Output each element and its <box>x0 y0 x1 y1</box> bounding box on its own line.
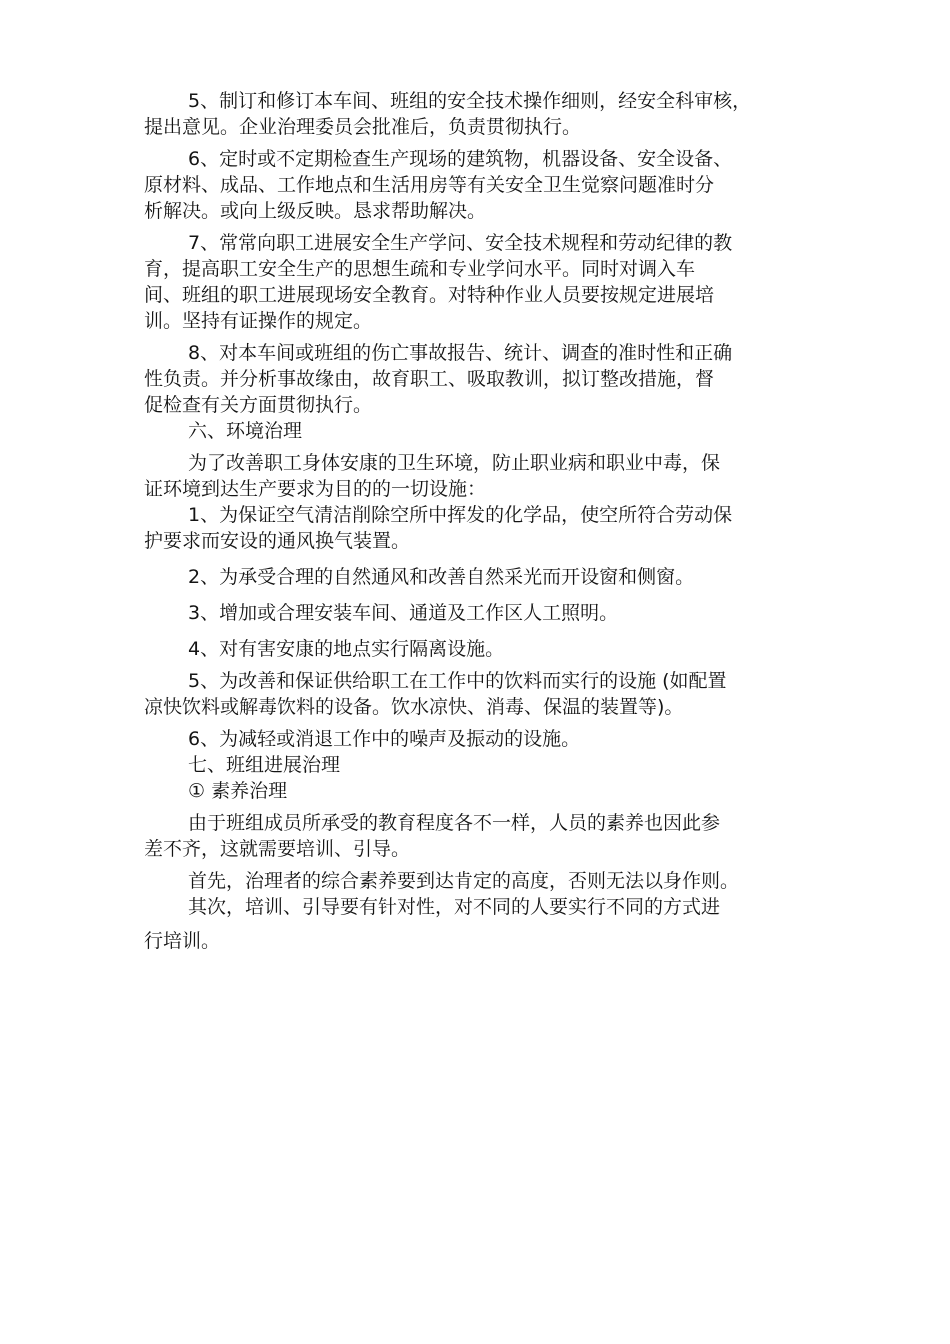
text-line: 1、为保证空气清洁削除空所中挥发的化学品，使空所符合劳动保 <box>188 504 733 526</box>
section-heading-environment: 六、环境治理 <box>188 420 303 442</box>
text-line: 3、增加或合理安装车间、通道及工作区人工照明。 <box>188 602 619 624</box>
text-line: 6、定时或不定期检查生产现场的建筑物，机器设备、安全设备、 <box>188 148 733 170</box>
text-line: 护要求而安设的通风换气装置。 <box>144 530 411 552</box>
text-line: 其次，培训、引导要有针对性，对不同的人要实行不同的方式进 <box>188 896 721 918</box>
text-line: 5、制订和修订本车间、班组的安全技术操作细则，经安全科审核， <box>188 90 752 112</box>
paragraph-env-item-3 <box>144 600 804 626</box>
text-line: 2、为承受合理的自然通风和改善自然采光而开设窗和侧窗。 <box>188 566 695 588</box>
text-line: 5、为改善和保证供给职工在工作中的饮料而实行的设施 (如配置 <box>188 670 727 692</box>
text-line: 凉快饮料或解毒饮料的设备。饮水凉快、消毒、保温的装置等)。 <box>144 696 684 718</box>
paragraph-env-item-2 <box>144 564 804 590</box>
paragraph-env-item-4 <box>144 636 804 662</box>
text-line: 6、为减轻或消退工作中的噪声及振动的设施。 <box>188 728 581 750</box>
text-line: 8、对本车间或班组的伤亡事故报告、统计、调查的准时性和正确 <box>188 342 733 364</box>
text-line: 育，提高职工安全生产的思想生疏和专业学问水平。同时对调入车 <box>144 258 696 280</box>
text-line: 训。坚持有证操作的规定。 <box>144 310 373 332</box>
text-line: 促检查有关方面贯彻执行。 <box>144 394 373 416</box>
text-line: 为了改善职工身体安康的卫生环境，防止职业病和职业中毒，保 <box>188 452 721 474</box>
text-line: 析解决。或向上级反映。恳求帮助解决。 <box>144 200 487 222</box>
section-heading-team-management: 七、班组进展治理 <box>188 754 341 776</box>
paragraph-quality-2 <box>144 868 804 894</box>
paragraph-item-6 <box>144 146 804 224</box>
paragraph-item-5 <box>144 88 804 140</box>
subsection-heading-quality: ① 素养治理 <box>188 780 288 802</box>
text-line: 由于班组成员所承受的教育程度各不一样，人员的素养也因此参 <box>188 812 721 834</box>
paragraph-item-7 <box>144 230 804 334</box>
paragraph-env-item-6 <box>144 726 804 752</box>
text-line: 原材料、成品、工作地点和生活用房等有关安全卫生觉察问题准时分 <box>144 174 715 196</box>
text-line: 行培训。 <box>144 930 221 952</box>
paragraph-env-item-5 <box>144 668 804 720</box>
text-line: 提出意见。企业治理委员会批准后，负责贯彻执行。 <box>144 116 582 138</box>
text-line: 4、对有害安康的地点实行隔离设施。 <box>188 638 505 660</box>
paragraph-quality-3 <box>144 894 804 954</box>
text-line: 性负责。并分析事故缘由，故育职工、吸取教训，拟订整改措施，督 <box>144 368 715 390</box>
paragraph-env-item-1 <box>144 502 804 554</box>
text-line: 7、常常向职工进展安全生产学问、安全技术规程和劳动纪律的教 <box>188 232 733 254</box>
paragraph-environment-intro <box>144 450 804 502</box>
paragraph-item-8 <box>144 340 804 418</box>
document-body <box>144 88 804 954</box>
text-line: 差不齐，这就需要培训、引导。 <box>144 838 411 860</box>
text-line: 证环境到达生产要求为目的的一切设施： <box>144 478 487 500</box>
paragraph-quality-1 <box>144 810 804 862</box>
text-line: 首先，治理者的综合素养要到达肯定的高度，否则无法以身作则。 <box>188 870 740 892</box>
text-line: 间、班组的职工进展现场安全教育。对特种作业人员要按规定进展培 <box>144 284 715 306</box>
